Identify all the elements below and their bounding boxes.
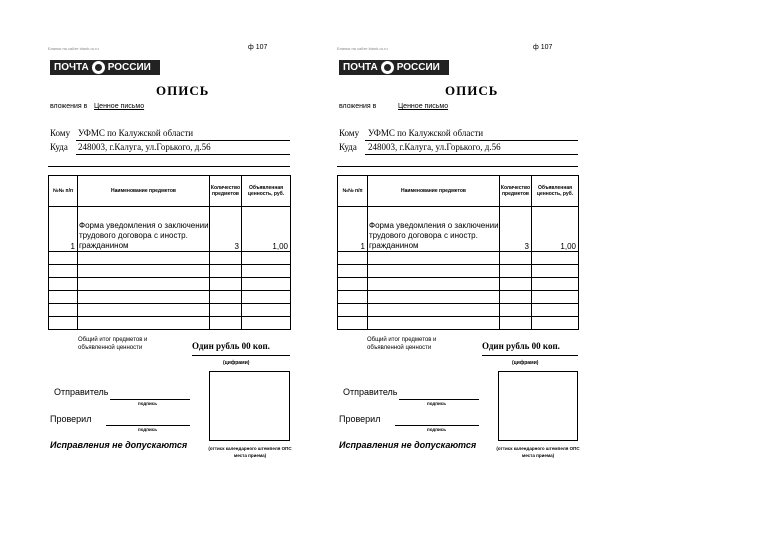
sender-label: Отправитель [54, 387, 109, 397]
eagle-emblem-icon [92, 61, 105, 74]
table-row [49, 207, 291, 252]
checked-signature-caption: подпись [427, 427, 447, 432]
sender-signature-line [110, 399, 190, 400]
sender-label: Отправитель [343, 387, 398, 397]
table-row [338, 252, 579, 265]
corrections-notice: Исправления не допускаются [339, 440, 477, 450]
address-value: 248003, г.Калуга, ул.Горького, д.56 [368, 142, 501, 152]
row-value: 1,00 [242, 207, 291, 252]
table-row [338, 278, 579, 291]
sender-signature-caption: подпись [427, 401, 447, 406]
table-row [338, 291, 579, 304]
table-row [49, 317, 291, 330]
checked-label: Проверил [339, 414, 381, 424]
attachment-label: вложения в [50, 103, 88, 110]
address-line [365, 154, 578, 155]
logo-text-right: РОССИИ [396, 62, 440, 73]
russian-post-logo [339, 60, 449, 75]
checked-label: Проверил [50, 414, 92, 424]
logo-text-right: РОССИИ [107, 62, 151, 73]
form-number: ф 107 [533, 44, 553, 51]
logo-text-left: ПОЧТА [343, 62, 378, 73]
col-header-quantity: Количество предметов [210, 176, 242, 207]
attachment-value: Ценное письмо [398, 103, 449, 110]
total-value: Один рубль 00 коп. [192, 341, 270, 351]
row-description: Форма уведомления о заключении трудового договора с иностр. гражданином [78, 207, 210, 252]
total-value: Один рубль 00 коп. [482, 341, 560, 351]
address-extra-line [48, 166, 290, 167]
address-line [76, 154, 290, 155]
checked-signature-line [106, 425, 190, 426]
eagle-emblem-icon [381, 61, 394, 74]
address-label: Куда [50, 142, 68, 152]
inventory-form-left [48, 0, 298, 550]
row-number: 1 [338, 207, 368, 252]
postmark-caption: (оттиск календарного штемпеля ОПС места приема) [208, 446, 292, 458]
attachment-value: Ценное письмо [94, 103, 145, 110]
postmark-stamp-box [498, 371, 578, 441]
total-line [192, 355, 290, 356]
sender-signature-caption: подпись [138, 401, 158, 406]
row-description: Форма уведомления о заключении трудового договора с иностр. гражданином [368, 207, 500, 252]
sender-signature-line [399, 399, 479, 400]
digits-label: (цифрами) [223, 360, 250, 366]
table-row [338, 304, 579, 317]
col-header-quantity: Количество предметов [500, 176, 532, 207]
recipient-value: УФМС по Калужской области [368, 128, 484, 138]
table-row [338, 317, 579, 330]
postmark-stamp-box [209, 371, 290, 441]
table-row [49, 304, 291, 317]
col-header-number: №№ п/п [338, 176, 368, 207]
table-header-row [338, 176, 579, 207]
recipient-line [76, 140, 290, 141]
postmark-caption: (оттиск календарного штемпеля ОПС места приема) [496, 446, 580, 458]
recipient-value: УФМС по Калужской области [78, 128, 194, 138]
recipient-line [365, 140, 578, 141]
total-line [482, 355, 578, 356]
table-row [49, 252, 291, 265]
attachment-label: вложения в [339, 103, 377, 110]
recipient-label: Кому [50, 128, 71, 138]
digits-label: (цифрами) [512, 360, 539, 366]
checked-signature-caption: подпись [138, 427, 158, 432]
col-header-value: Объявленная ценность, руб. [242, 176, 291, 207]
corrections-notice: Исправления не допускаются [50, 440, 188, 450]
table-row [338, 265, 579, 278]
inventory-form-right [337, 0, 587, 550]
table-row [338, 207, 579, 252]
col-header-number: №№ п/п [49, 176, 78, 207]
address-extra-line [337, 166, 578, 167]
russian-post-logo [50, 60, 160, 75]
table-row [49, 265, 291, 278]
items-table [48, 175, 291, 330]
total-label: Общий итог предметов и объявленной ценности [367, 337, 437, 352]
row-value: 1,00 [532, 207, 579, 252]
items-table [337, 175, 579, 330]
row-number: 1 [49, 207, 78, 252]
form-title: ОПИСЬ [445, 83, 499, 98]
table-row [49, 291, 291, 304]
form-number: ф 107 [248, 44, 268, 51]
checked-signature-line [395, 425, 479, 426]
address-label: Куда [339, 142, 357, 152]
col-header-name: Наименование предметов [368, 176, 500, 207]
site-caption: Бланки на сайте blank-ru.ru [337, 46, 388, 51]
address-value: 248003, г.Калуга, ул.Горького, д.56 [78, 142, 211, 152]
table-header-row [49, 176, 291, 207]
recipient-label: Кому [339, 128, 360, 138]
col-header-value: Объявленная ценность, руб. [532, 176, 579, 207]
row-quantity: 3 [500, 207, 532, 252]
logo-text-left: ПОЧТА [54, 62, 89, 73]
form-title: ОПИСЬ [156, 83, 210, 98]
col-header-name: Наименование предметов [78, 176, 210, 207]
row-quantity: 3 [210, 207, 242, 252]
site-caption: Бланки на сайте blank-ru.ru [48, 46, 99, 51]
total-label: Общий итог предметов и объявленной ценности [78, 337, 148, 352]
table-row [49, 278, 291, 291]
